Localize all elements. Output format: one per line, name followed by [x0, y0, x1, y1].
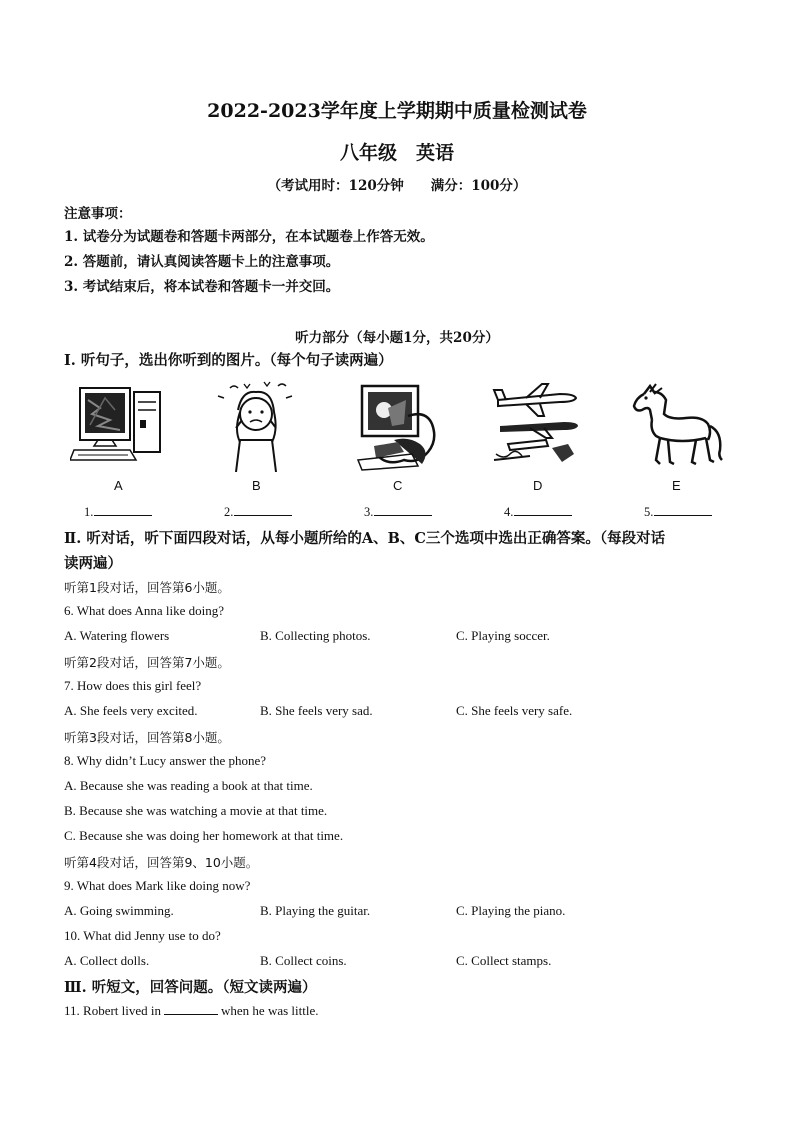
- q6-option-b: B. Collecting photos.: [260, 628, 371, 643]
- section1-title: Ⅰ. 听句子，选出你听到的图片。（每个句子读两遍）: [64, 352, 393, 369]
- question-8: 8. Why didn’t Lucy answer the phone?: [64, 753, 267, 768]
- q9-option-a: A. Going swimming.: [64, 903, 174, 918]
- picture-letter: C: [393, 478, 403, 493]
- question-10: 10. What did Jenny use to do?: [64, 928, 221, 943]
- listening-heading: 听力部分（每小题1分，共20分）: [295, 330, 499, 346]
- airplanes-icon: [490, 380, 590, 472]
- q8-option-c: C. Because she was doing her homework at that time.: [64, 828, 344, 843]
- question-11-text-end: when he was little.: [221, 1003, 319, 1018]
- q9-option-c: C. Playing the piano.: [456, 903, 566, 918]
- q7-option-c: C. She feels very safe.: [456, 703, 573, 718]
- question-6: 6. What does Anna like doing?: [64, 603, 225, 618]
- q10-option-c: C. Collect stamps.: [456, 953, 552, 968]
- exam-title: 2022-2023学年度上学期期中质量检测试卷: [207, 100, 587, 122]
- q6-option-c: C. Playing soccer.: [456, 628, 550, 643]
- q7-option-a: A. She feels very excited.: [64, 703, 198, 718]
- notes-heading: 注意事项：: [64, 206, 132, 222]
- q8-option-b: B. Because she was watching a movie at that time.: [64, 803, 328, 818]
- answer-blank-3[interactable]: 3.: [364, 502, 432, 520]
- answer-blank-1[interactable]: 1.: [84, 502, 152, 520]
- question-11: [64, 1002, 319, 1019]
- exam-meta: （考试用时：120分钟 满分：100分）: [267, 178, 527, 194]
- notes-item: 2. 答题前，请认真阅读答题卡上的注意事项。: [64, 254, 340, 270]
- q10-option-b: B. Collect coins.: [260, 953, 347, 968]
- q7-option-b: B. She feels very sad.: [260, 703, 373, 718]
- computer-icon: [70, 380, 170, 472]
- answer-blank-5[interactable]: 5.: [644, 502, 712, 520]
- picture-letter: A: [114, 478, 123, 493]
- answer-blank-11[interactable]: [164, 1002, 218, 1015]
- q9-option-b: B. Playing the guitar.: [260, 903, 371, 918]
- q8-option-a: A. Because she was reading a book at that time.: [64, 778, 313, 793]
- question-9: 9. What does Mark like doing now?: [64, 878, 251, 893]
- question-11-text: 11. Robert lived in: [64, 1003, 162, 1018]
- dialogue-intro: 听第4段对话，回答第9、10小题。: [64, 855, 259, 870]
- messy-computer-icon: [348, 380, 448, 472]
- picture-letter: D: [533, 478, 543, 493]
- notes-item: 3. 考试结束后，将本试卷和答题卡一并交回。: [64, 279, 340, 295]
- section2-title: Ⅱ. 听对话，听下面四段对话，从每小题所给的A、B、C三个选项中选出正确答案。（每段对话: [64, 530, 666, 547]
- dialogue-intro: 听第1段对话，回答第6小题。: [64, 580, 230, 595]
- picture-letter: B: [252, 478, 261, 493]
- q6-option-a: A. Watering flowers: [64, 628, 170, 643]
- dialogue-intro: 听第3段对话，回答第8小题。: [64, 730, 230, 745]
- grade-subject: 八年级 英语: [339, 142, 454, 164]
- q10-option-a: A. Collect dolls.: [64, 953, 150, 968]
- picture-letter: E: [672, 478, 681, 493]
- stressed-girl-icon: [206, 380, 306, 472]
- horse-icon: [626, 380, 726, 472]
- notes-item: 1. 试卷分为试题卷和答题卡两部分，在本试题卷上作答无效。: [64, 229, 434, 245]
- answer-blank-2[interactable]: 2.: [224, 502, 292, 520]
- question-7: 7. How does this girl feel?: [64, 678, 202, 693]
- section3-title: Ⅲ. 听短文，回答问题。（短文读两遍）: [64, 979, 317, 996]
- answer-blank-4[interactable]: 4.: [504, 502, 572, 520]
- section2-title-cont: 读两遍）: [64, 555, 122, 572]
- dialogue-intro: 听第2段对话，回答第7小题。: [64, 655, 230, 670]
